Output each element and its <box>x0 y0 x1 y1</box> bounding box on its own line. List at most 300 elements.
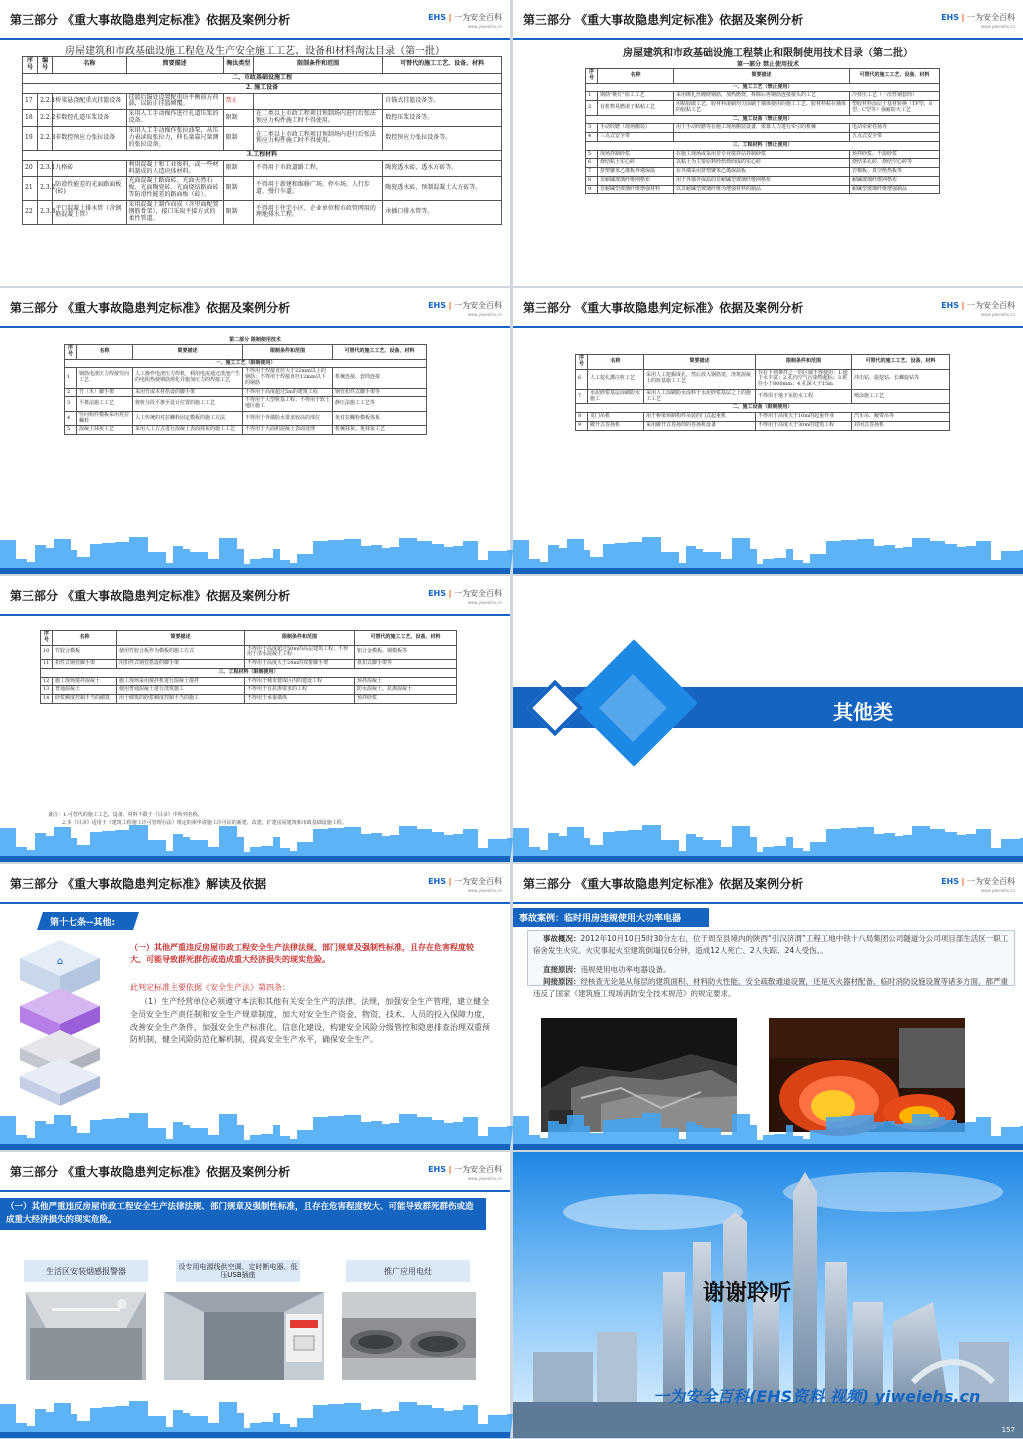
table-cell: 陶瓷透水砖、透水方砖等。 <box>383 160 502 177</box>
table-cell: 采用竹或木材搭设的脚手架 <box>133 388 243 397</box>
table-cell: 5 <box>586 150 598 159</box>
table-cell: 2.3.1 <box>38 160 53 177</box>
logo: EHS | 一为安全百科 www.yiweiehs.cn <box>941 877 1015 893</box>
table-cell: 2.2.2 <box>38 110 53 127</box>
logo: EHS | 一为安全百科 www.yiweiehs.cn <box>428 13 502 29</box>
table-cell: 人工挖孔灌注桩工艺 <box>588 369 644 389</box>
table-cell <box>674 133 850 142</box>
city-skyline <box>513 530 1023 574</box>
table-cell: 不得用于有抗渗要求的工程 <box>245 686 355 695</box>
table-row <box>23 177 502 201</box>
table-cell: 盘扣式脚手架等 <box>355 660 457 669</box>
table-cell: 人工传统的对拉螺栓固定模板的施工方法 <box>133 411 243 426</box>
table-cell: 2 <box>586 101 598 116</box>
table-cell: 20 <box>23 160 38 177</box>
table-row <box>586 101 940 116</box>
section-label: 三、工程材料（禁止使用） <box>586 141 940 150</box>
table-cell: 不得用于城市建成区内的建设工程 <box>245 677 355 686</box>
table-row <box>41 677 457 686</box>
table-cell: 禁止 <box>223 93 253 110</box>
case-overview: 事故概况：2012年10月10日5时30分左右，位于周至县境内的陕西“引汉济渭”工程工地中铁十八局集团公司隧道分公司项目部生活区一职工宿舍发生火灾。火灾事起火至建筑倒塌仅6分钟，造成12人死亡、2人失踪、24人受伤。。 <box>533 934 1009 955</box>
table <box>585 68 940 194</box>
stacked-blocks-illustration <box>14 930 106 1108</box>
table-row <box>586 150 940 159</box>
table-cell: 4 <box>586 133 598 142</box>
table-cell: 平口混凝土排水管（含钢筋混凝土管） <box>53 201 126 225</box>
city-skyline <box>0 818 510 862</box>
column-header: 限制条件和范围 <box>245 631 355 646</box>
table-cell: 将桩分段平推至设计位置的施工工艺 <box>133 397 243 412</box>
skyline-graphic <box>0 530 510 574</box>
table-cell: 在二类以上市政工程项目预制场内进行后张法预应力构件施工时不得使用。 <box>253 127 382 151</box>
skyline-graphic <box>0 818 510 862</box>
column-header: 简要描述 <box>644 355 756 370</box>
slide-header: 第三部分 《重大事故隐患判定标准》依据及案例分析 <box>10 12 291 27</box>
table-cell: 竹胶合模板 <box>53 645 117 660</box>
table-row <box>41 645 457 660</box>
table-cell: 防水混凝土、抗渗混凝土 <box>355 686 457 695</box>
table-cell: 自锚式挂篮设备等。 <box>383 93 502 110</box>
table-cell: 3 <box>586 124 598 133</box>
column-header: 淘汰类型 <box>223 57 253 74</box>
table-row <box>586 124 940 133</box>
logo: EHS | 一为安全百科 www.yiweiehs.cn <box>428 301 502 317</box>
table-cell: 耐碱型玻璃纤维增强制品 <box>850 185 940 194</box>
table-cell: 用粘胶做工艺、胶材料滚刷均匀涂刷于墙体使用的施工工艺、胶材料粘在墙体的胶粘工艺 <box>674 101 850 116</box>
table-cell: 扣件式钢管脚手架 <box>53 660 117 669</box>
table-cell: 8 <box>586 176 598 185</box>
table-row <box>586 168 940 177</box>
table-cell: 不得用于地下室防水工程 <box>756 389 852 404</box>
column-header: 编号 <box>38 57 53 74</box>
slide-header: 第三部分 《重大事故隐患判定标准》依据及案例分析 <box>10 588 291 603</box>
header-rule <box>513 902 1023 904</box>
page-number: 157 <box>1001 1426 1015 1434</box>
footer-brand: 一为安全百科(EHS资料 视频) yiweiehs.cn <box>653 1387 981 1406</box>
table-cell: 机械抹灰、免抹灰工艺 <box>333 426 427 435</box>
slide-header: 第三部分 《重大事故隐患判定标准》解读及依据 <box>10 876 267 891</box>
header-rule <box>0 1190 510 1192</box>
table-cell: 数控预应力张拉设备等。 <box>383 127 502 151</box>
table-cell: 限制 <box>223 127 253 151</box>
slide-1[interactable] <box>0 0 510 286</box>
table-row <box>576 413 950 422</box>
header-rule <box>0 326 510 328</box>
basis-text: 此判定标准主要依据《安全生产法》第四条： <box>130 983 290 992</box>
column-header: 可替代的施工工艺、设备、材料 <box>333 345 427 360</box>
table-cell: 不得用于高度大于10m的起重作业 <box>756 413 852 422</box>
table-row <box>586 159 940 168</box>
column-header: 可替代的施工工艺、设备、材料 <box>355 631 457 646</box>
city-skyline <box>513 1106 1023 1150</box>
table-cell: 钢筋电渣压力焊接竖向工艺 <box>77 368 133 388</box>
column-header: 名称 <box>588 355 644 370</box>
caption-electric-stove: 推广应用电灶 <box>346 1260 470 1282</box>
table-cell: 敞开式卷扬机 <box>588 421 644 430</box>
table-cell: 钢筋"挑灯"加工工艺 <box>598 92 674 101</box>
table-cell: 21 <box>23 177 38 201</box>
table-cell: 不得用于高度大于30m的建筑工程 <box>756 421 852 430</box>
section-row <box>586 115 940 124</box>
table-cell: 6 <box>586 159 598 168</box>
table-cell: 耐碱玻璃纤维网格布 <box>850 176 940 185</box>
caption-smoke-alarm: 生活区安装烟感报警器 <box>24 1260 148 1282</box>
column-header: 简要描述 <box>674 69 850 84</box>
table-cell: 汽车吊、履带吊等 <box>852 413 950 422</box>
slide-2[interactable] <box>513 0 1023 286</box>
table-cell: 存在下列条件之一的区域不得使用：1.地下水丰富；2.孔内空气污染物超标；3.桩径小于800mm；4.孔深大于15m <box>756 369 852 389</box>
table-cell: 19 <box>23 127 38 151</box>
svg-text:⌂: ⌂ <box>56 956 64 967</box>
table-cell: 3 <box>65 397 77 412</box>
table-cell: 用于砌筑的砂浆稠度控制不当的施工 <box>117 695 245 704</box>
table-cell: 静压法施工工艺等 <box>333 397 427 412</box>
table-cell: 普通混凝土 <box>53 686 117 695</box>
table-cell: 不得用于大面积混凝土表面处理 <box>243 426 333 435</box>
table-cell: 施工现场采用搅拌机进行混凝土搅拌 <box>117 677 245 686</box>
table-cell: 采用人工挖掘成孔，然后放入钢筋笼，浇筑混凝土的桩基施工工艺 <box>644 369 756 389</box>
table-cell: 在施工现场或采用非专业搅拌站拌制砂浆 <box>674 150 850 159</box>
table-cell: 三点式安全带 <box>598 133 674 142</box>
table-cell: 以粘土为主要原料经焙烧而成的实心砖 <box>674 159 850 168</box>
table-cell: 1 <box>65 368 77 388</box>
table-cell <box>253 93 382 110</box>
table-cell: 不得用于高度超过5m的建筑工程 <box>243 388 333 397</box>
table-row <box>23 93 502 110</box>
table-subtitle: 第一部分 禁止使用技术 <box>736 61 800 68</box>
table-cell: 9 <box>586 185 598 194</box>
table-cell: 非数控孔道压浆设备 <box>53 110 126 127</box>
logo: EHS | 一为安全百科 www.yiweiehs.cn <box>941 301 1015 317</box>
column-header: 限制条件和范围 <box>253 57 382 74</box>
table-cell: 桥梁悬浇配重式挂篮设备 <box>53 93 126 110</box>
table-cell: 机械连接、套筒连接 <box>333 368 427 388</box>
table-cell: 用于手动绞磨等在施工现场搬装设备，依靠人力进行牵引的机械 <box>674 124 850 133</box>
table-cell: 挤塑聚苯乙烯板外墙保温 <box>598 168 674 177</box>
table-row <box>65 388 427 397</box>
table-row <box>41 695 457 704</box>
table-cell: 烧结多孔砖、烧结空心砖等 <box>850 159 940 168</box>
table-cell: 混凝土抹灰工艺 <box>77 426 133 435</box>
logo: EHS | 一为安全百科 www.yiweiehs.cn <box>941 13 1015 29</box>
table-cell: 14 <box>41 695 53 704</box>
table-row <box>586 133 940 142</box>
city-skyline <box>513 818 1023 862</box>
table-cell: 11 <box>41 660 53 669</box>
table-cell: 限制 <box>223 177 253 201</box>
table-cell: 用扣件式钢管搭设的脚手架 <box>117 660 245 669</box>
body-text: （1）生产经营单位必须遵守本法和其他有关安全生产的法律、法规，加强安全生产管理，建立健全全员安全生产责任制和安全生产规章制度，加大对安全生产资金、物资、技术、人员的投入保障力度，改善安全生产条件，加强安全生产标准化、信息化建设，构建安全风险分级管控和隐患排查治理双重预防机制，健全风险防范化解机制，提高安全生产水平，确保安全生产。 <box>130 997 490 1045</box>
column-header: 名称 <box>77 345 133 360</box>
slide-10[interactable] <box>513 1152 1023 1438</box>
highlight-text: （一）其他严重违反房屋市政工程安全生产法律法规、部门规章及强制性标准，且存在危害程度较大、可能导致群死群伤或造成重大经济损失的现实危险。 <box>130 943 474 965</box>
table-title: 房屋建筑和市政基础设施工程禁止和限制使用技术目录（第二批） <box>623 48 913 59</box>
slide-6[interactable] <box>513 576 1023 862</box>
slide-header: 第三部分 《重大事故隐患判定标准》依据及案例分析 <box>523 12 804 27</box>
slide-7[interactable] <box>0 864 510 1150</box>
column-header: 简要描述 <box>117 631 245 646</box>
section-label: 2. 施工设备 <box>23 83 502 93</box>
section-label: 二、施工设备（限制使用） <box>576 404 950 413</box>
note: 2.本《目录》适用于《建筑工程施工许可管理办法》规定的须申请施工许可证的新建、改建、扩建房屋建筑和市政基础设施工程。 <box>62 820 347 826</box>
slide-header: 第三部分 《重大事故隐患判定标准》依据及案例分析 <box>10 300 291 315</box>
table-cell: 防滑性能差的光面路面板(砖) <box>53 177 126 201</box>
table-cell: 不得用于高度大于24m的双排脚手架 <box>245 660 355 669</box>
table-cell: 预拌砂浆、干混砂浆 <box>850 150 940 159</box>
logo: EHS | 一为安全百科 www.yiweiehs.cn <box>428 1165 502 1181</box>
section-row <box>586 83 940 92</box>
table-cell: 竖向构件模板采用对拉螺栓 <box>77 411 133 426</box>
city-skyline <box>0 1106 510 1150</box>
table-cell: 采用混凝土制作而成（含里面配置钢筋骨架），接口采取平接方式的柔性管道。 <box>126 201 223 225</box>
column-header: 序号 <box>23 57 38 74</box>
table-cell: 非耐碱型玻璃纤维增强材料 <box>598 185 674 194</box>
table-cell: 22 <box>23 201 38 225</box>
section-label: 三、工程材料（限制使用） <box>41 668 457 677</box>
table-cell: 冷挤压工艺（一次性钢套筒） <box>850 92 940 101</box>
table-cell: 在外墙采用挤塑聚苯乙烯保温板 <box>674 168 850 177</box>
table-cell: 4 <box>65 411 77 426</box>
table-cell: 五点式安全带 <box>850 133 940 142</box>
table-cell: 铝合金模板、钢模板等 <box>355 645 457 660</box>
header-rule <box>0 38 510 40</box>
slide-8[interactable] <box>513 864 1023 1150</box>
table-cell: 采用人工手动操作张拉油泵，从压力表读取张拉力，伸长量靠尺量测的张拉设备。 <box>126 127 223 151</box>
table-cell: 限制 <box>223 160 253 177</box>
logo: EHS | 一为安全百科 www.yiweiehs.cn <box>428 877 502 893</box>
column-header: 序号 <box>41 631 53 646</box>
table-cell: 塑胶材料涂层于基材转换（TF型、S型、C型等）强耐防火工艺 <box>850 101 940 116</box>
column-header: 简要描述 <box>126 57 223 74</box>
header-rule <box>513 38 1023 40</box>
slide-header: 第三部分 《重大事故隐患判定标准》依据及案例分析 <box>523 300 804 315</box>
banner: （一）其他严重违反房屋市政工程安全生产法律法规、部门规章及强制性标准，且存在危害程度较大、可能导致群死群伤或造成重大经济损失的现实危险。 <box>0 1198 486 1230</box>
table-row <box>23 127 502 151</box>
table-row <box>576 389 950 404</box>
column-header: 限制条件和范围 <box>243 345 333 360</box>
table-cell: 1 <box>586 92 598 101</box>
table-cell: 采用敞开式卷扬筒的卷扬机设备 <box>644 421 756 430</box>
table-row <box>23 160 502 177</box>
table-cell: 不得用于焊接直径大于22mm以上的钢筋；不得用于焊接直径12mm以下的钢筋 <box>243 368 333 388</box>
table-cell: 非耐碱玻璃纤维网格布 <box>598 176 674 185</box>
table-cell: 手动绞磨（现场搬装） <box>598 124 674 133</box>
table-cell: 不得用于高度超过50m的高层建筑工程；不得用于清水混凝土工程 <box>245 645 355 660</box>
table-cell: 18 <box>23 110 38 127</box>
table-cell: 不得用于新建和维修广场、停车场、人行步道、慢行车道。 <box>253 177 382 201</box>
table-row <box>65 368 427 388</box>
table-row <box>41 660 457 669</box>
column-header: 可替代的施工工艺、设备、材料 <box>850 69 940 84</box>
table-cell: 水泥砂浆基层涂刷防水施工 <box>588 389 644 404</box>
thanks-title: 谢谢聆听 <box>703 1281 792 1306</box>
section-row <box>23 150 502 160</box>
table-cell: 2.3.3 <box>38 201 53 225</box>
table-cell: 不得用于市政道路工程。 <box>253 160 382 177</box>
table-row <box>65 411 427 426</box>
caption-power-supply: 设专用电源线供空调、定时断电器、低压USB插座 <box>176 1260 300 1282</box>
table-cell: 喷涂施工工艺 <box>852 389 950 404</box>
table-cell: 采用绑扎丝缠绕钢筋，加热燃烧，拆除后再钢筋连接接头的工艺 <box>674 92 850 101</box>
table <box>22 56 502 225</box>
table-title: 房屋建筑和市政基础设施工程危及生产安全施工工艺、设备和材料淘汰目录（第一批） <box>65 46 445 57</box>
section-row <box>586 141 940 150</box>
column-header: 可替代的施工工艺、设备、材料 <box>383 57 502 74</box>
column-header: 序号 <box>576 355 588 370</box>
section-label: 一、施工工艺（禁止使用） <box>586 83 940 92</box>
table-cell: 2.3.2 <box>38 177 53 201</box>
indirect-cause: 间接原因：经核查无论是从每层的建筑面积、材料防火性能、安全疏散通道设置，还是灭火器材配备、临时消防设施设置等诸多方面，都严重违反了国家《建筑施工现场消防安全技术规范》的规定要求。 <box>533 977 1008 998</box>
table-row <box>41 686 457 695</box>
table-row <box>65 397 427 412</box>
table-cell: 采用人工手动操作进行孔道压浆的设备。 <box>126 110 223 127</box>
table <box>64 344 427 435</box>
table-cell: 9 <box>576 421 588 430</box>
note: 备注：1.可替代的施工工艺、设备、材料不限于《目录》中所列名称。 <box>48 812 203 818</box>
table-cell: 现场拌制砂浆 <box>598 150 674 159</box>
table-row <box>65 426 427 435</box>
table-cell: 7 <box>576 389 588 404</box>
table-cell: 施工现场搅拌混凝土 <box>53 677 117 686</box>
table-cell: 使用普通混凝土进行浇筑施工 <box>117 686 245 695</box>
section-label: 3.工程材料 <box>23 150 502 160</box>
table-cell: 17 <box>23 93 38 110</box>
logo: EHS | 一为安全百科 www.yiweiehs.cn <box>428 589 502 605</box>
table-cell: 采用人工方式进行混凝土表面抹灰的施工工艺 <box>133 426 243 435</box>
slide-4[interactable] <box>513 288 1023 574</box>
table-cell: 承插口排水管等。 <box>383 201 502 225</box>
table-cell: 用于桥梁预制构件吊装的门式起重机 <box>644 413 756 422</box>
table-cell: 有机物易燃滚子粘帖工艺 <box>598 101 674 116</box>
table-cell: 竹（木）脚手架 <box>77 388 133 397</box>
table-cell: 预拌混凝土 <box>355 677 457 686</box>
table-row <box>576 369 950 389</box>
table-cell: 陶瓷透水砖、预制混凝土大方砖等。 <box>383 177 502 201</box>
table-cell: 2.2.3 <box>38 127 53 151</box>
section-label: 二、施工设备（禁止使用） <box>586 115 940 124</box>
table <box>40 630 457 704</box>
table-cell: 人工操作电渣压力焊机，利用电流通过渣池产生的电阻热使钢筋熔化并施加压力的焊接工艺 <box>133 368 243 388</box>
direct-cause: 直接原因：违规使用电功率电器设备。 <box>543 965 671 974</box>
table-cell: 不得用于大型桩基工程；不得用于软土地区施工 <box>243 397 333 412</box>
table-cell: 封闭式卷扬机 <box>852 421 950 430</box>
header-rule <box>513 326 1023 328</box>
skyline-graphic <box>513 530 1023 574</box>
table-cell: 在二类以上市政工程项目预制场内进行后张法预应力构件施工时不得使用。 <box>253 110 382 127</box>
electric-stove-photo <box>342 1292 476 1380</box>
table-cell: 冲击钻、旋挖钻、长螺旋钻等 <box>852 369 950 389</box>
slide-3[interactable] <box>0 288 510 574</box>
table-cell: 8 <box>576 413 588 422</box>
column-header: 限制条件和范围 <box>756 355 852 370</box>
table-cell: 2 <box>65 388 77 397</box>
column-header: 简要描述 <box>133 345 243 360</box>
table-cell: 采用人工涂刷防水涂料于水泥砂浆基层之上的施工工艺 <box>644 389 756 404</box>
table-row <box>23 110 502 127</box>
table-cell: 7 <box>586 168 598 177</box>
table-cell: 使用竹胶合板作为模板的施工方式 <box>117 645 245 660</box>
slide-5[interactable] <box>0 576 510 862</box>
table-cell: 6 <box>576 369 588 389</box>
table-cell: 不得用于承重墙体 <box>245 695 355 704</box>
section-row <box>41 668 457 677</box>
slide-9[interactable] <box>0 1152 510 1438</box>
table-cell: 钢管扣件式脚手架等 <box>333 388 427 397</box>
table-cell: 用于外墙外保温的非耐碱型玻璃纤维网格布 <box>674 176 850 185</box>
skyline-graphic <box>513 1106 1023 1150</box>
table-cell: 2.2.1 <box>38 93 53 110</box>
table-cell: 限制 <box>223 201 253 225</box>
table-cell: 九格砖 <box>53 160 126 177</box>
column-header: 名称 <box>53 57 126 74</box>
table-cell: 13 <box>41 686 53 695</box>
table-subtitle: 第二部分 限制使用技术 <box>229 337 281 343</box>
section-row <box>23 73 502 83</box>
column-header: 名称 <box>53 631 117 646</box>
header-rule <box>0 614 510 616</box>
table-cell: 平推法施工工艺 <box>77 397 133 412</box>
city-skyline <box>0 530 510 574</box>
city-skyline <box>0 1394 510 1438</box>
skyline-graphic <box>0 1106 510 1150</box>
table-cell: 不得用于住宅小区、企业单位和市政管网用的埋地排水工程。 <box>253 201 382 225</box>
table-cell: 烧结粘土实心砖 <box>598 159 674 168</box>
table-cell: 5 <box>65 426 77 435</box>
table-cell: 预拌砂浆 <box>355 695 457 704</box>
article-tag: 第十七条--其他: <box>50 918 116 928</box>
table <box>575 354 950 431</box>
table-cell: 光面混凝土路面砖、光面天然石板、光面陶瓷砖、光面烧结路面砖等防滑性能差的路面板（砖）。 <box>126 177 223 201</box>
table-cell: 限制 <box>223 110 253 127</box>
table-cell: 岩棉板、真空绝热板等 <box>850 168 940 177</box>
section-label: 一、施工工艺（限制使用） <box>65 359 427 368</box>
power-supply-photo <box>164 1292 324 1380</box>
column-header: 可替代的施工工艺、设备、材料 <box>852 355 950 370</box>
column-header: 序号 <box>65 345 77 360</box>
case-title: 事故案例：临时用房违规使用大功率电器 <box>513 908 709 927</box>
table-cell: 10 <box>41 645 53 660</box>
table-cell: 龙门吊机 <box>588 413 644 422</box>
slide-header: 第三部分 《重大事故隐患判定标准》依据及案例分析 <box>10 1164 291 1179</box>
table-cell: 利用混凝土和工业废料，或一些材料制成的人造块体材料。 <box>126 160 223 177</box>
table-cell: 免对拉螺栓模板体系 <box>333 411 427 426</box>
table-row <box>586 185 940 194</box>
table-row <box>586 92 940 101</box>
section-label: 二、市政基础设施工程 <box>23 73 502 83</box>
skyline-graphic <box>0 1394 510 1438</box>
section-row <box>23 83 502 93</box>
column-header: 序号 <box>586 69 598 84</box>
table-cell: 非数控预应力张拉设备 <box>53 127 126 151</box>
table-cell: 不得用于外墙防水要求较高的部位 <box>243 411 333 426</box>
skyline-graphic <box>513 818 1023 862</box>
table-cell: 电动牵索卷扬等 <box>850 124 940 133</box>
table-cell: 以非耐碱型玻璃纤维为增强材料的制品 <box>674 185 850 194</box>
table-row <box>576 421 950 430</box>
table-cell: 砂浆稠度控制不当的砌筑 <box>53 695 117 704</box>
smoke-alarm-photo <box>26 1292 146 1380</box>
header-rule <box>0 902 510 904</box>
column-header: 名称 <box>598 69 674 84</box>
table-cell: 数控压浆设备等。 <box>383 110 502 127</box>
table-row <box>23 201 502 225</box>
table-cell: 挂篮后锚处设置配重块平衡前方荷载，以防止挂篮倾覆。 <box>126 93 223 110</box>
table-row <box>586 176 940 185</box>
section-title: 其他类 <box>833 700 893 724</box>
slide-header: 第三部分 《重大事故隐患判定标准》依据及案例分析 <box>523 876 804 891</box>
section-row <box>576 404 950 413</box>
table-cell: 12 <box>41 677 53 686</box>
